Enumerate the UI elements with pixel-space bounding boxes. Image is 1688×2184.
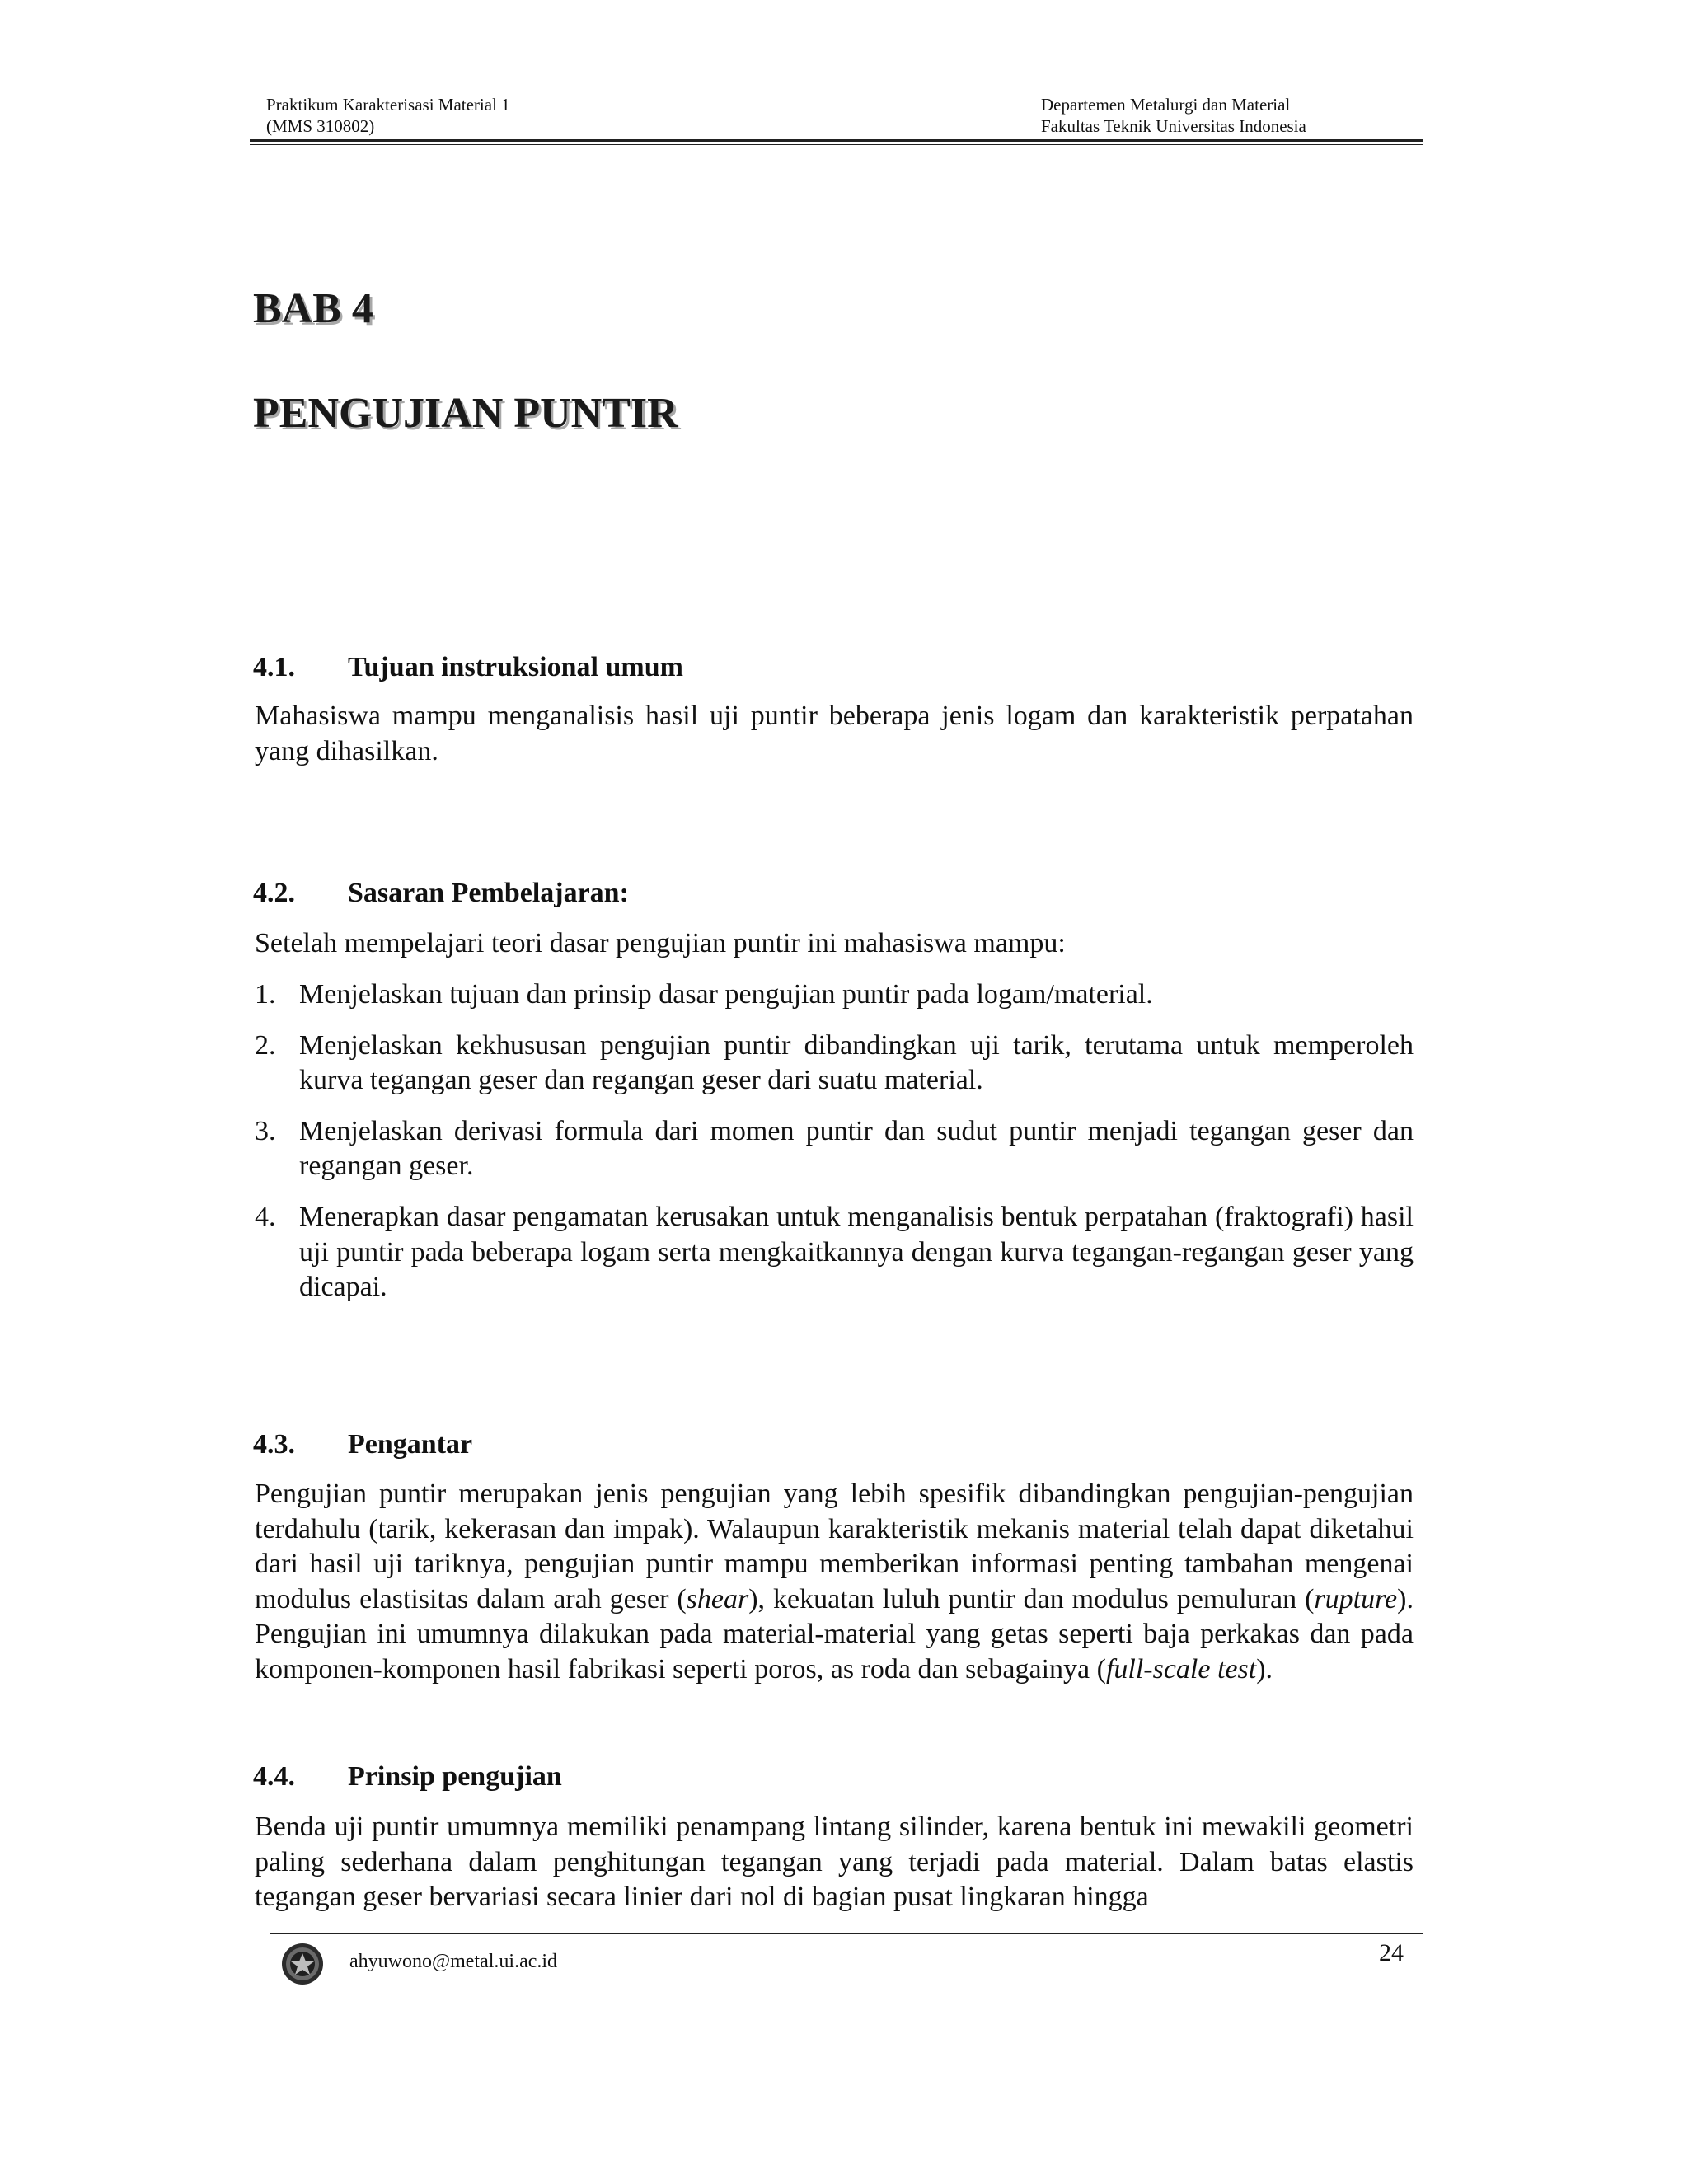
section-heading-4-3 — [253, 1428, 472, 1461]
text-run: ). Pengujian ini umumnya dilakukan pada material-material yang getas seperti baja perkakas dan pada komponen-komponen hasil fabrikasi seperti poros, as roda dan sebagainya ( — [255, 1583, 1414, 1685]
header-rule-thin — [250, 144, 1423, 145]
list-item — [255, 977, 1414, 1013]
list-item — [255, 1200, 1414, 1305]
section-4-2-intro: Setelah mempelajari teori dasar pengujian puntir ini mahasiswa mampu: — [255, 928, 1066, 958]
section-heading-4-4 — [253, 1760, 562, 1793]
course-code: (MMS 310802) — [266, 116, 375, 136]
section-4-1-body: Mahasiswa mampu menganalisis hasil uji puntir beberapa jenis logam dan karakteristik perpatahan yang dihasilkan. — [255, 701, 1414, 766]
list-item-text: Menjelaskan kekhususan pengujian puntir dibandingkan uji tarik, terutama untuk memperoleh kurva tegangan geser dan regangan geser dari suatu material. — [299, 1029, 1414, 1096]
list-item-text: Menjelaskan derivasi formula dari momen puntir dan sudut puntir menjadi tegangan geser dan regangan geser. — [299, 1115, 1414, 1182]
list-item — [255, 1114, 1414, 1184]
university-seal-icon — [280, 1942, 325, 1986]
faculty-name: Fakultas Teknik Universitas Indonesia — [1041, 116, 1306, 136]
department-name: Departemen Metalurgi dan Material — [1041, 95, 1291, 115]
section-heading-4-2 — [253, 877, 629, 910]
italic-term: shear — [686, 1583, 749, 1615]
section-title: Prinsip pengujian — [348, 1761, 562, 1792]
course-title: Praktikum Karakterisasi Material 1 — [266, 95, 510, 115]
section-number: 4.3. — [253, 1429, 295, 1460]
page-number: 24 — [1379, 1939, 1404, 1966]
section-4-3-body — [255, 1477, 1414, 1688]
section-title: Tujuan instruksional umum — [348, 652, 683, 682]
author-email: ahyuwono@metal.ui.ac.id — [349, 1951, 558, 1972]
list-item-text: Menjelaskan tujuan dan prinsip dasar pengujian puntir pada logam/material. — [299, 979, 1153, 1010]
header-right — [1041, 94, 1306, 137]
list-item-number: 2. — [255, 1029, 276, 1061]
header-rule — [250, 139, 1423, 142]
section-4-4-body: Benda uji puntir umumnya memiliki penampang lintang silinder, karena bentuk ini mewakili geometri paling sederhana dalam penghitungan tegangan yang terjadi pada material. Dalam batas elastis tegangan geser bervariasi secara linier dari nol di bagian pusat lingkaran hingga — [255, 1811, 1414, 1913]
section-number: 4.2. — [253, 878, 295, 908]
section-number: 4.1. — [253, 652, 295, 682]
section-heading-4-1 — [253, 651, 683, 684]
footer-rule — [270, 1933, 1423, 1934]
header-left — [266, 94, 510, 137]
list-item-text: Menerapkan dasar pengamatan kerusakan untuk menganalisis bentuk perpatahan (fraktografi) hasil uji puntir pada beberapa logam serta mengkaitkannya dengan kurva tegangan-regangan geser yang dicapai. — [299, 1201, 1414, 1303]
list-item — [255, 1029, 1414, 1099]
list-item-number: 1. — [255, 979, 276, 1010]
italic-term: full-scale test — [1105, 1653, 1257, 1685]
section-number: 4.4. — [253, 1761, 295, 1792]
chapter-number: BAB 4 — [253, 285, 373, 332]
chapter-title: PENGUJIAN PUNTIR — [253, 390, 678, 437]
section-title: Pengantar — [348, 1429, 473, 1460]
learning-objectives-list — [255, 977, 1414, 1305]
list-item-number: 4. — [255, 1201, 276, 1232]
list-item-number: 3. — [255, 1115, 276, 1146]
text-run: ), kekuatan luluh puntir dan modulus pemuluran ( — [748, 1583, 1315, 1615]
text-run: ). — [1256, 1653, 1273, 1685]
section-title: Sasaran Pembelajaran: — [348, 878, 629, 908]
text-run: Pengujian puntir merupakan jenis pengujian yang lebih spesifik dibandingkan pengujian-pengujian terdahulu (tarik, kekerasan dan impak). Walaupun karakteristik mekanis material telah dapat diketahui dari hasil uji tariknya, pengujian puntir mampu memberikan informasi penting tambahan mengenai modulus elastisitas dalam arah geser ( — [255, 1479, 1414, 1615]
italic-term: rupture — [1314, 1583, 1398, 1615]
